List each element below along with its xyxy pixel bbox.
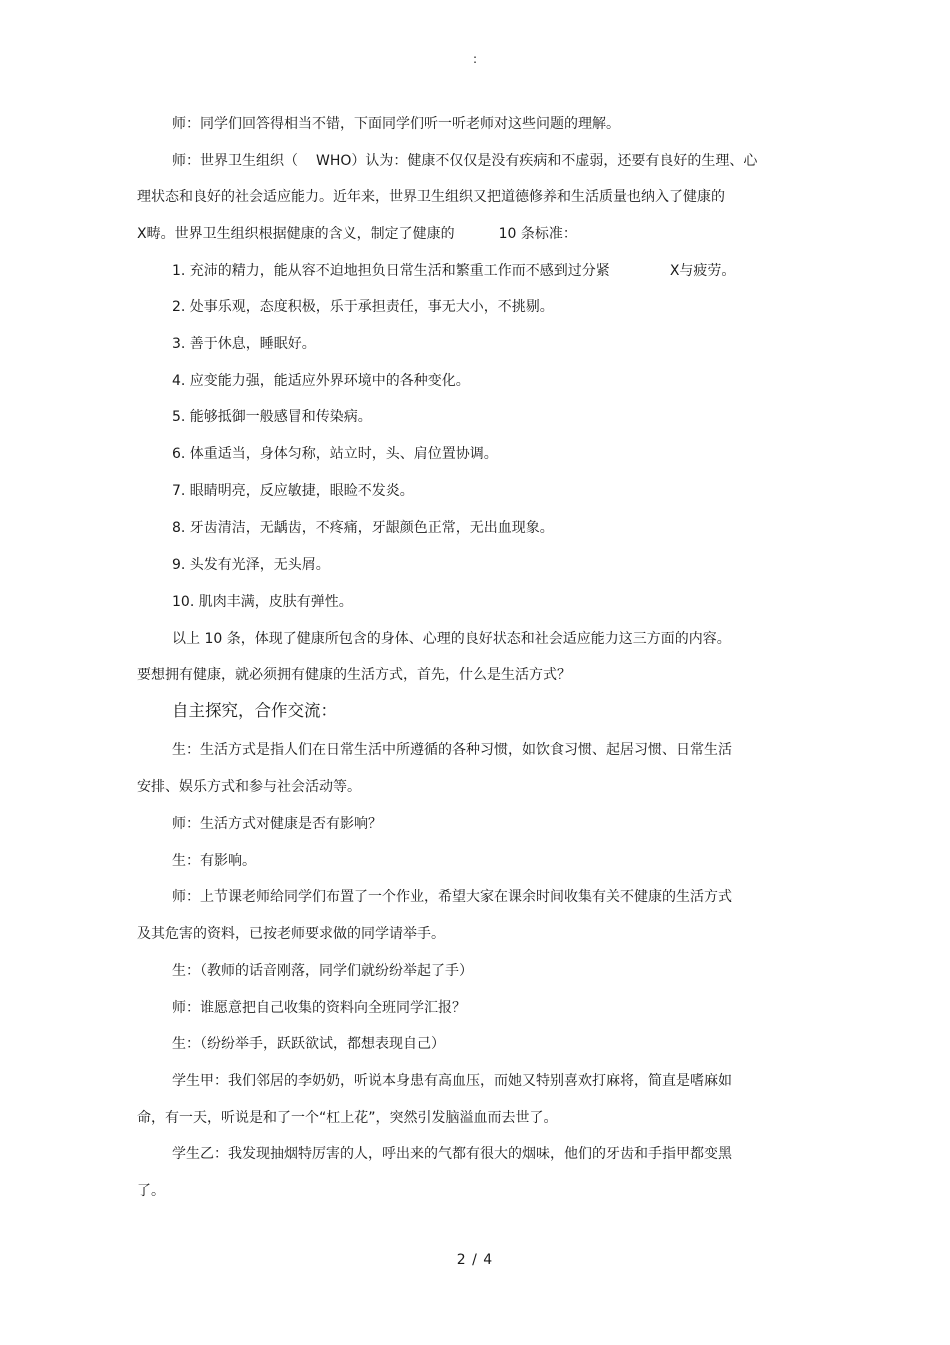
paragraph-teacher-3-line2: 及其危害的资料，已按老师要求做的同学请举手。 xyxy=(137,926,445,942)
list-item: 9. 头发有光泽，无头屑。 xyxy=(172,557,330,573)
paragraph-student-1-line2: 安排、娱乐方式和参与社会活动等。 xyxy=(137,779,361,795)
paragraph-summary-line1: 以上 10 条，体现了健康所包含的身体、心理的良好状态和社会适应能力这三方面的内容。 xyxy=(172,631,731,647)
who-line3-a: X畴。世界卫生组织根据健康的含义，制定了健康的 xyxy=(137,226,455,242)
list-item: 7. 眼睛明亮，反应敏捷，眼睑不发炎。 xyxy=(172,483,414,499)
list-item: 8. 牙齿清洁，无龋齿，不疼痛，牙龈颜色正常，无出血现象。 xyxy=(172,520,554,536)
paragraph-who-line2: 理状态和良好的社会适应能力。近年来，世界卫生组织又把道德修养和生活质量也纳入了健康的 xyxy=(137,189,725,205)
page-number: 2 / 4 xyxy=(456,1252,494,1268)
list-item: 6. 体重适当，身体匀称，站立时，头、肩位置协调。 xyxy=(172,446,498,462)
header-mark: : xyxy=(472,52,478,66)
paragraph-student-4: 生：（纷纷举手，跃跃欲试，都想表现自己） xyxy=(172,1036,445,1052)
list-item: 5. 能够抵御一般感冒和传染病。 xyxy=(172,409,372,425)
paragraph-student-2: 生：有影响。 xyxy=(172,853,256,869)
paragraph-student-b-line2: 了。 xyxy=(137,1183,165,1199)
who-text-b: WHO）认为：健康不仅仅是没有疾病和不虚弱，还要有良好的生理、心 xyxy=(316,153,758,169)
list-item: 2. 处事乐观，态度积极，乐于承担责任，事无大小，不挑剔。 xyxy=(172,299,554,315)
paragraph-student-b-line1: 学生乙：我发现抽烟特厉害的人，呼出来的气都有很大的烟味，他们的牙齿和手指甲都变黑 xyxy=(172,1146,732,1162)
paragraph-teacher-intro: 师：同学们回答得相当不错，下面同学们听一听老师对这些问题的理解。 xyxy=(172,116,620,132)
list-item: 10. 肌肉丰满，皮肤有弹性。 xyxy=(172,594,353,610)
list-item xyxy=(172,261,735,281)
who-line3-b: 10 条标准： xyxy=(498,226,577,242)
paragraph-student-3: 生：（教师的话音刚落，同学们就纷纷举起了手） xyxy=(172,963,473,979)
item1-text-a: 1. 充沛的精力，能从容不迫地担负日常生活和繁重工作而不感到过分紧 xyxy=(172,263,610,279)
section-heading: 自主探究，合作交流： xyxy=(172,701,337,720)
paragraph-who-line3 xyxy=(137,224,817,244)
list-item: 3. 善于休息，睡眠好。 xyxy=(172,336,316,352)
paragraph-student-a-line1: 学生甲：我们邻居的李奶奶，听说本身患有高血压，而她又特别喜欢打麻将，简直是嗜麻如 xyxy=(172,1073,732,1089)
who-text-a: 师：世界卫生组织（ xyxy=(172,153,298,169)
paragraph-teacher-4: 师：谁愿意把自己收集的资料向全班同学汇报？ xyxy=(172,1000,466,1016)
paragraph-student-a-line2: 命，有一天，听说是和了一个“杠上花”，突然引发脑溢血而去世了。 xyxy=(137,1110,558,1126)
item1-text-b: X与疲劳。 xyxy=(669,263,736,279)
paragraph-teacher-3-line1: 师：上节课老师给同学们布置了一个作业，希望大家在课余时间收集有关不健康的生活方式 xyxy=(172,889,732,905)
paragraph-student-1-line1: 生：生活方式是指人们在日常生活中所遵循的各种习惯，如饮食习惯、起居习惯、日常生活 xyxy=(172,742,732,758)
paragraph-who-line1 xyxy=(172,151,757,171)
paragraph-summary-line2: 要想拥有健康，就必须拥有健康的生活方式，首先，什么是生活方式？ xyxy=(137,667,571,683)
paragraph-teacher-2: 师：生活方式对健康是否有影响？ xyxy=(172,816,382,832)
list-item: 4. 应变能力强，能适应外界环境中的各种变化。 xyxy=(172,373,470,389)
